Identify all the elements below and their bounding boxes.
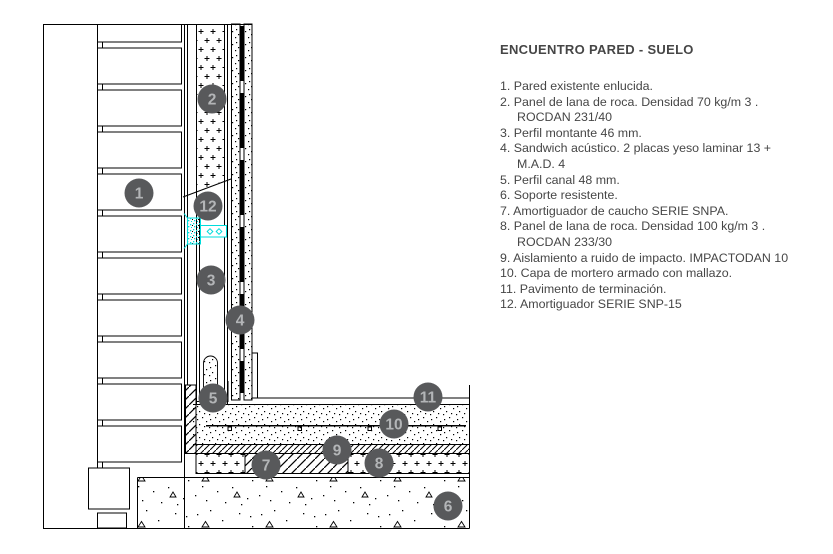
callout-number: 7 <box>261 457 271 475</box>
callout-number: 11 <box>419 389 437 407</box>
legend-item: 5. Perfil canal 48 mm. <box>500 172 620 187</box>
skirting <box>252 353 258 398</box>
bracket-arm <box>201 226 227 238</box>
legend-item: 6. Soporte resistente. <box>500 188 618 203</box>
callout-number: 2 <box>207 91 217 109</box>
legend-item: 12. Amortiguador SERIE SNP-15 <box>500 297 682 312</box>
callout-number: 4 <box>235 312 245 330</box>
callout-number: 5 <box>208 390 218 408</box>
legend-item: 3. Perfil montante 46 mm. <box>500 125 642 140</box>
perimeter-upstand <box>186 385 197 454</box>
gypsum-board-b <box>244 24 252 400</box>
callout-number: 10 <box>385 416 403 434</box>
legend-item: 11. Pavimento de terminación. <box>500 281 667 296</box>
wall-lining <box>183 24 258 404</box>
legend-list <box>500 79 830 313</box>
legend-item: 10. Capa de mortero armado con mallazo. <box>500 266 733 281</box>
drawing-title: ENCUENTRO PARED - SUELO <box>500 42 694 57</box>
legend-item: 9. Aislamiento a ruido de impacto. IMPACTODAN 10 <box>500 250 789 265</box>
bracket-plate <box>188 218 201 244</box>
legend-item: 4. Sandwich acústico. 2 placas yeso laminar 13 + M.A.D. 4 <box>500 141 772 171</box>
callout-number: 9 <box>332 442 342 460</box>
callout-number: 8 <box>374 455 384 473</box>
legend-item: 2. Panel de lana de roca. Densidad 70 kg/m 3 . ROCDAN 231/40 <box>500 94 759 125</box>
callout-number: 12 <box>199 198 217 216</box>
gypsum-board-a <box>232 24 241 400</box>
callout-number: 1 <box>134 185 144 203</box>
callout-number: 3 <box>206 272 216 290</box>
slab <box>138 478 470 529</box>
legend-panel <box>500 42 830 313</box>
legend-item: 7. Amortiguador de caucho SERIE SNPA. <box>500 203 729 218</box>
callout-number: 6 <box>443 498 453 516</box>
legend-item: 8. Panel de lana de roca. Densidad 100 kg/m 3 . ROCDAN 233/30 <box>500 219 766 249</box>
legend-item: 1. Pared existente enlucida. <box>500 79 653 93</box>
